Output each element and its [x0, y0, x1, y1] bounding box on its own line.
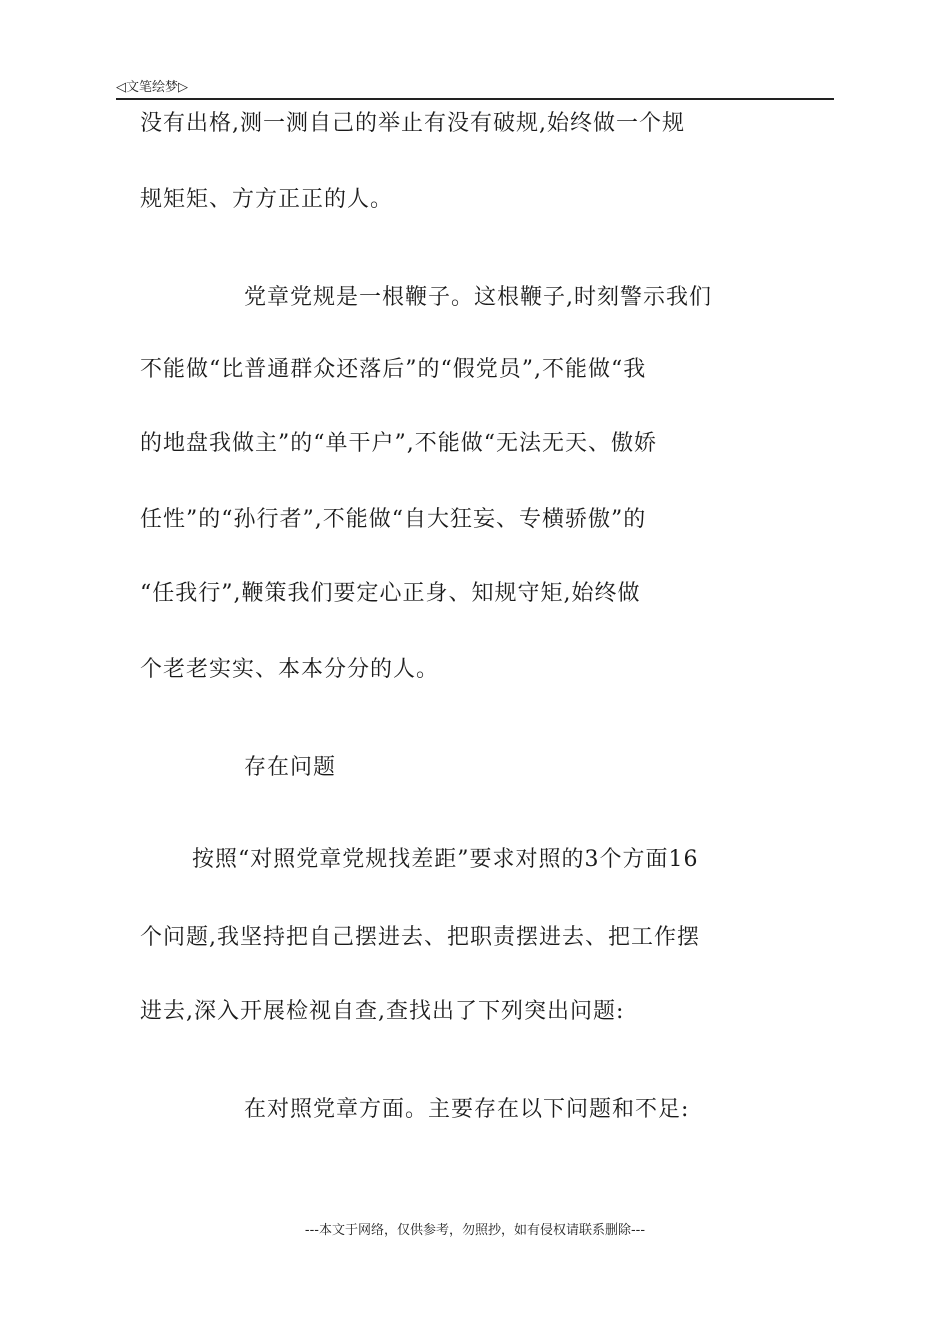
paragraph-start: 按照“对照党章党规找差距”要求对照的3个方面16	[192, 847, 699, 872]
body-line: “任我行”,鞭策我们要定心正身、知规守矩,始终做	[140, 581, 641, 606]
footer-disclaimer: ---本文于网络，仅供参考，勿照抄，如有侵权请联系删除---	[304, 1223, 646, 1238]
body-line: 个问题,我坚持把自己摆进去、把职责摆进去、把工作摆	[140, 925, 700, 950]
body-line: 任性”的“孙行者”,不能做“自大狂妄、专横骄傲”的	[140, 507, 647, 532]
body-line: 个老老实实、本本分分的人。	[140, 657, 440, 682]
page-header	[116, 74, 834, 100]
header-title: ◁文笔绘梦▷	[116, 80, 188, 95]
body-line: 进去,深入开展检视自查,查找出了下列突出问题:	[140, 999, 625, 1024]
paragraph-start: 在对照党章方面。主要存在以下问题和不足:	[244, 1097, 690, 1122]
body-line: 规矩矩、方方正正的人。	[140, 187, 394, 212]
body-line: 不能做“比普通群众还落后”的“假党员”,不能做“我	[140, 357, 647, 382]
body-line: 的地盘我做主”的“单干户”,不能做“无法无天、傲娇	[140, 431, 657, 456]
body-line: 没有出格,测一测自己的举止有没有破规,始终做一个规	[140, 111, 685, 136]
section-heading: 存在问题	[244, 755, 337, 780]
paragraph-start: 党章党规是一根鞭子。这根鞭子,时刻警示我们	[244, 285, 712, 310]
